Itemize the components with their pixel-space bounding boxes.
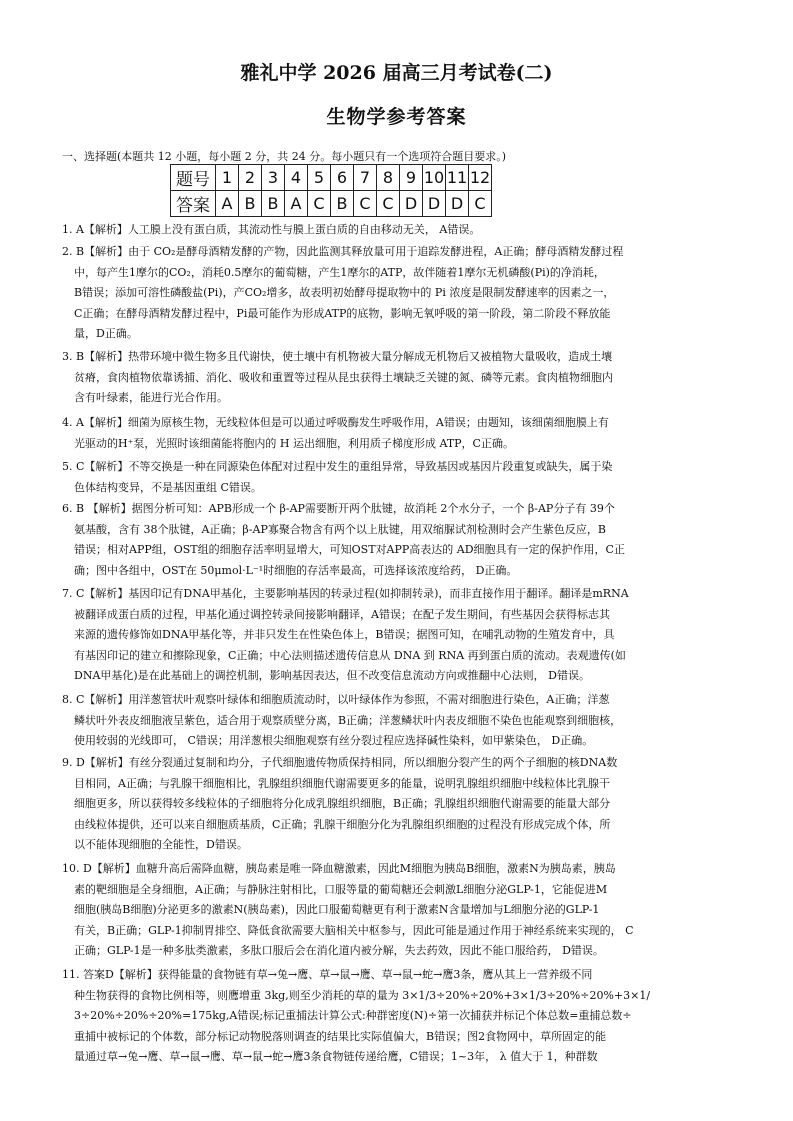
text-line: 目相同，A正确；与乳腺干细胞相比，乳腺组织细胞代谢需要更多的能量，说明乳腺组织细胞中线粒体比乳腺干: [74, 776, 610, 790]
text-line: 4. A【解析】细菌为原核生物，无线粒体但是可以通过呼吸酶发生呼吸作用，A错误；由题知，该细菌细胞膜上有: [62, 416, 609, 429]
table-cell: 12: [469, 165, 492, 191]
text-line: 以不能体现细胞的全能性，D错误。: [74, 838, 248, 851]
text-line: 9. D【解析】有丝分裂通过复制和均分，子代细胞遗传物质保持相同，所以细胞分裂产生的两个子细胞的核DNA数: [62, 756, 618, 769]
text-line: 含有叶绿素，能进行光合作用。: [74, 391, 228, 404]
table-cell: 7: [354, 165, 377, 191]
text-line: 6. B 【解析】据图分析可知：APB形成一个 β-AP需要断开两个肽键，故消耗 2个水分子，一个 β-AP分子有 39个: [62, 502, 615, 515]
text-line: 色体结构变异，不是基因重组 C错误。: [74, 480, 262, 494]
table-cell: C: [354, 191, 377, 217]
question-7-explanation: [62, 584, 742, 687]
text-line: 来源的遗传修饰如DNA甲基化等，并非只发生在性染色体上，B错误；据图可知，在哺乳动物的生殖发育中，具: [74, 628, 615, 641]
text-line: C正确；在酵母酒精发酵过程中，Pi最可能作为形成ATP的底物，影响无氧呼吸的第一阶段，第二阶段不释放能: [74, 306, 611, 320]
text-line: 正确；GLP-1是一种多肽类激素，多肽口服后会在消化道内被分解，失去药效，因此不能口服给药， D错误。: [74, 944, 604, 957]
text-line: 贫瘠，食肉植物依靠诱捕、消化、吸收和重置等过程从昆虫获得土壤缺乏关键的氮、磷等元素。食肉植物细胞内: [74, 370, 613, 384]
table-cell: 5: [308, 165, 331, 191]
text-line: 中，每产生1摩尔的CO₂，消耗0.5摩尔的葡萄糖，产生1摩尔的ATP，故伴随着1摩尔无机磷酸(Pi)的净消耗，: [74, 265, 605, 279]
text-line: 量，D正确。: [74, 327, 138, 340]
text-line: 3. B【解析】热带环境中微生物多且代谢快，使土壤中有机物被大量分解成无机物后又被植物大量吸收，造成土壤: [62, 350, 613, 363]
page-title: 雅礼中学 2026 届高三月考试卷(二): [240, 62, 553, 84]
table-cell: 6: [331, 165, 354, 191]
question-3-explanation: [62, 347, 742, 409]
text-line: DNA甲基化)是在此基础上的调控机制，影响基因表达，但不改变信息流动方向或推翻中心法则， D错误。: [74, 669, 590, 682]
text-line: 8. C【解析】用洋葱管状叶观察叶绿体和细胞质流动时，以叶绿体作为参照，不需对细胞进行染色，A正确；洋葱: [62, 693, 610, 706]
section-heading: 一、选择题(本题共 12 小题，每小题 2 分，共 24 分。每小题只有一个选项符合题目要求。): [62, 150, 507, 163]
text-line: 确；图中各组中，OST在 50μmol·L⁻¹时细胞的存活率最高，可选择该浓度给药， D正确。: [74, 563, 518, 577]
table-cell: C: [469, 191, 492, 217]
text-line: 错误；相对APP组，OST组的细胞存活率明显增大，可知OST对APP高表达的 AD细胞具有一定的保护作用，C正: [74, 543, 625, 556]
question-11-explanation: [62, 965, 742, 1068]
table-cell: B: [331, 191, 354, 217]
table-cell: B: [262, 191, 285, 217]
question-10-explanation: [62, 859, 742, 962]
text-line: 7. C【解析】基因印记有DNA甲基化，主要影响基因的转录过程(如抑制转录)，而非直接作用于翻译。翻译是mRNA: [62, 587, 629, 600]
table-row-numbers: [171, 165, 492, 191]
table-cell: 10: [423, 165, 446, 191]
text-line: 重捕中被标记的个体数，部分标记动物脱落则调查的结果比实际值偏大，B错误；图2食物网中，草所固定的能: [74, 1029, 607, 1043]
question-6-explanation: [62, 499, 742, 581]
text-line: 5. C【解析】不等交换是一种在同源染色体配对过程中发生的重组异常，导致基因或基因片段重复或缺失，属于染: [62, 460, 613, 473]
table-cell: D: [400, 191, 423, 217]
text-line: 鳞状叶外表皮细胞液呈紫色，适合用于观察质壁分离，B正确；洋葱鳞状叶内表皮细胞不染色也能观察到细胞核，: [74, 713, 622, 727]
question-5-explanation: [62, 457, 742, 498]
table-cell: 2: [239, 165, 262, 191]
table-cell: C: [308, 191, 331, 217]
text-line: 细胞更多，所以获得较多线粒体的子细胞将分化成乳腺组织细胞，B正确；乳腺组织细胞代谢需要的能量大部分: [74, 797, 611, 810]
text-line: 有关，B正确；GLP-1抑制胃排空、降低食欲需要大脑相关中枢参与，因此可能是通过作用于神经系统来实现的， C: [74, 923, 634, 937]
text-line: 由线粒体提供，还可以来自细胞质基质，C正确；乳腺干细胞分化为乳腺组织细胞的过程没有形成完成个体，所: [74, 817, 611, 831]
text-line: 3÷20%÷20%÷20%=175kg,A错误;标记重捕法计算公式:种群密度(N)÷第一次捕获并标记个体总数=重捕总数÷: [74, 1009, 632, 1022]
table-cell: C: [377, 191, 400, 217]
question-4-explanation: [62, 413, 742, 454]
table-cell: 3: [262, 165, 285, 191]
question-9-explanation: [62, 753, 742, 856]
question-8-explanation: [62, 690, 742, 752]
row-label-answer: 答案: [171, 191, 216, 217]
table-cell: 9: [400, 165, 423, 191]
text-line: 量通过草→兔→鹰、草→鼠→鹰、草→鼠→蛇→鹰3条食物链传递给鹰，C错误；1~3年， λ 值大于 1，种群数: [74, 1050, 598, 1063]
text-line: 种生物获得的食物比例相等，则鹰增重 3kg,则至少消耗的草的量为 3×1/3÷20%÷20%+3×1/3÷20%÷20%+3×1/: [74, 988, 651, 1002]
page-subtitle: 生物学参考答案: [326, 106, 467, 128]
text-line: 细胞(胰岛B细胞)分泌更多的激素N(胰岛素)，因此口服葡萄糖更有利于激素N含量增加与L细胞分泌的GLP-1: [74, 903, 600, 916]
table-cell: A: [216, 191, 239, 217]
table-cell: 4: [285, 165, 308, 191]
text-line: 有基因印记的建立和擦除现象，C正确；中心法则描述遗传信息从 DNA 到 RNA 再到蛋白质的流动。表观遗传(如: [74, 648, 626, 662]
table-cell: 1: [216, 165, 239, 191]
table-cell: D: [423, 191, 446, 217]
text-line: 11. 答案D【解析】获得能量的食物链有草→兔→鹰、草→鼠→鹰、草→鼠→蛇→鹰3条，鹰从其上一营养级不同: [62, 968, 593, 981]
text-line: B错误；添加可溶性磷酸盐(Pi)，产CO₂增多，故表明初始酵母提取物中的 Pi 浓度是限制发酵速率的因素之一，: [74, 286, 615, 299]
table-cell: A: [285, 191, 308, 217]
question-2-explanation: [62, 242, 742, 345]
question-1-explanation: [62, 220, 742, 241]
text-line: 2. B【解析】由于 CO₂是酵母酒精发酵的产物，因此监测其释放量可用于追踪发酵进程，A正确；酵母酒精发酵过程: [62, 245, 624, 258]
table-cell: B: [239, 191, 262, 217]
text-line: 被翻译成蛋白质的过程，甲基化通过调控转录间接影响翻译，A错误；在配子发生期间，有些基因会获得标志其: [74, 607, 610, 621]
text-line: 使用较弱的光线即可， C错误；用洋葱根尖细胞观察有丝分裂过程应选择碱性染料，如甲紫染色， D正确。: [74, 734, 594, 747]
table-row-answers: [171, 191, 492, 217]
table-cell: D: [446, 191, 469, 217]
text-line: 氨基酸，含有 38个肽键，A正确；β-AP寡聚合物含有两个以上肽键，用双缩脲试剂检测时会产生紫色反应，B: [74, 522, 606, 536]
text-line: 10. D【解析】血糖升高后需降血糖，胰岛素是唯一降血糖激素，因此M细胞为胰岛B细胞，激素N为胰岛素，胰岛: [62, 862, 616, 875]
text-line: 素的靶细胞是全身细胞，A正确；与静脉注射相比，口服等量的葡萄糖还会刺激L细胞分泌GLP-1，它能促进M: [74, 882, 608, 896]
text-line: 光驱动的H⁺泵，光照时该细菌能将胞内的 H 运出细胞，利用质子梯度形成 ATP，C正确。: [74, 436, 514, 450]
row-label-number: 题号: [171, 165, 216, 191]
table-cell: 8: [377, 165, 400, 191]
table-cell: 11: [446, 165, 469, 191]
answer-table: [170, 164, 492, 217]
text-line: 1. A【解析】人工膜上没有蛋白质，其流动性与膜上蛋白质的自由移动无关， A错误。: [62, 223, 481, 236]
